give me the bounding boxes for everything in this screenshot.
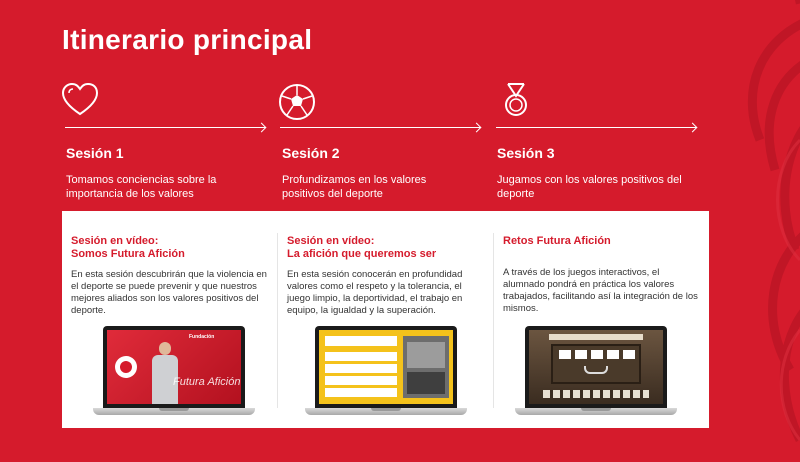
soccer-ball-icon bbox=[277, 82, 317, 122]
column-divider bbox=[277, 233, 278, 408]
column-text: A través de los juegos interactivos, el alumnado pondrá en práctica los valores trabajados, facilitando así la integración de los mismos. bbox=[503, 267, 698, 314]
column-title: Sesión en vídeo: La afición que queremos ser bbox=[287, 235, 437, 260]
video-overlay-text: Futura Afición bbox=[173, 376, 241, 388]
medal-icon bbox=[496, 80, 536, 120]
arrow-right-icon bbox=[688, 123, 698, 133]
step-connector-line bbox=[65, 127, 265, 128]
step-description: Tomamos conciencias sobre la importancia de los valores bbox=[66, 174, 217, 200]
column-title: Retos Futura Afición bbox=[503, 235, 611, 247]
step-title: Sesión 3 bbox=[497, 145, 555, 161]
heart-icon bbox=[60, 80, 100, 120]
column-divider bbox=[493, 233, 494, 408]
brand-label: Fundación bbox=[189, 334, 215, 340]
video-screen bbox=[107, 330, 241, 404]
step-description: Profundizamos en los valores positivos del deporte bbox=[282, 174, 427, 200]
step-connector-line bbox=[280, 127, 480, 128]
step-title: Sesión 1 bbox=[66, 145, 124, 161]
step-title: Sesión 2 bbox=[282, 145, 340, 161]
arrow-right-icon bbox=[472, 123, 482, 133]
arrow-right-icon bbox=[257, 123, 267, 133]
column-text: En esta sesión descubrirán que la violencia en el deporte se puede prevenir y que nuestros mejores aliados son los valores positivos del deporte. bbox=[71, 269, 267, 316]
column-title: Sesión en vídeo: Somos Futura Afición bbox=[71, 235, 185, 260]
decorative-pattern bbox=[700, 0, 800, 462]
step-description: Jugamos con los valores positivos del deporte bbox=[497, 174, 682, 200]
quiz-screen bbox=[319, 330, 453, 404]
step-connector-line bbox=[496, 127, 696, 128]
game-screen bbox=[529, 330, 663, 404]
sessions-panel bbox=[62, 211, 709, 428]
page-title: Itinerario principal bbox=[62, 24, 313, 55]
column-text: En esta sesión conocerán en profundidad valores como el respeto y la tolerancia, el juego limpio, la deportividad, el trabajo en equipo, la igualdad y la superación. bbox=[287, 269, 463, 316]
